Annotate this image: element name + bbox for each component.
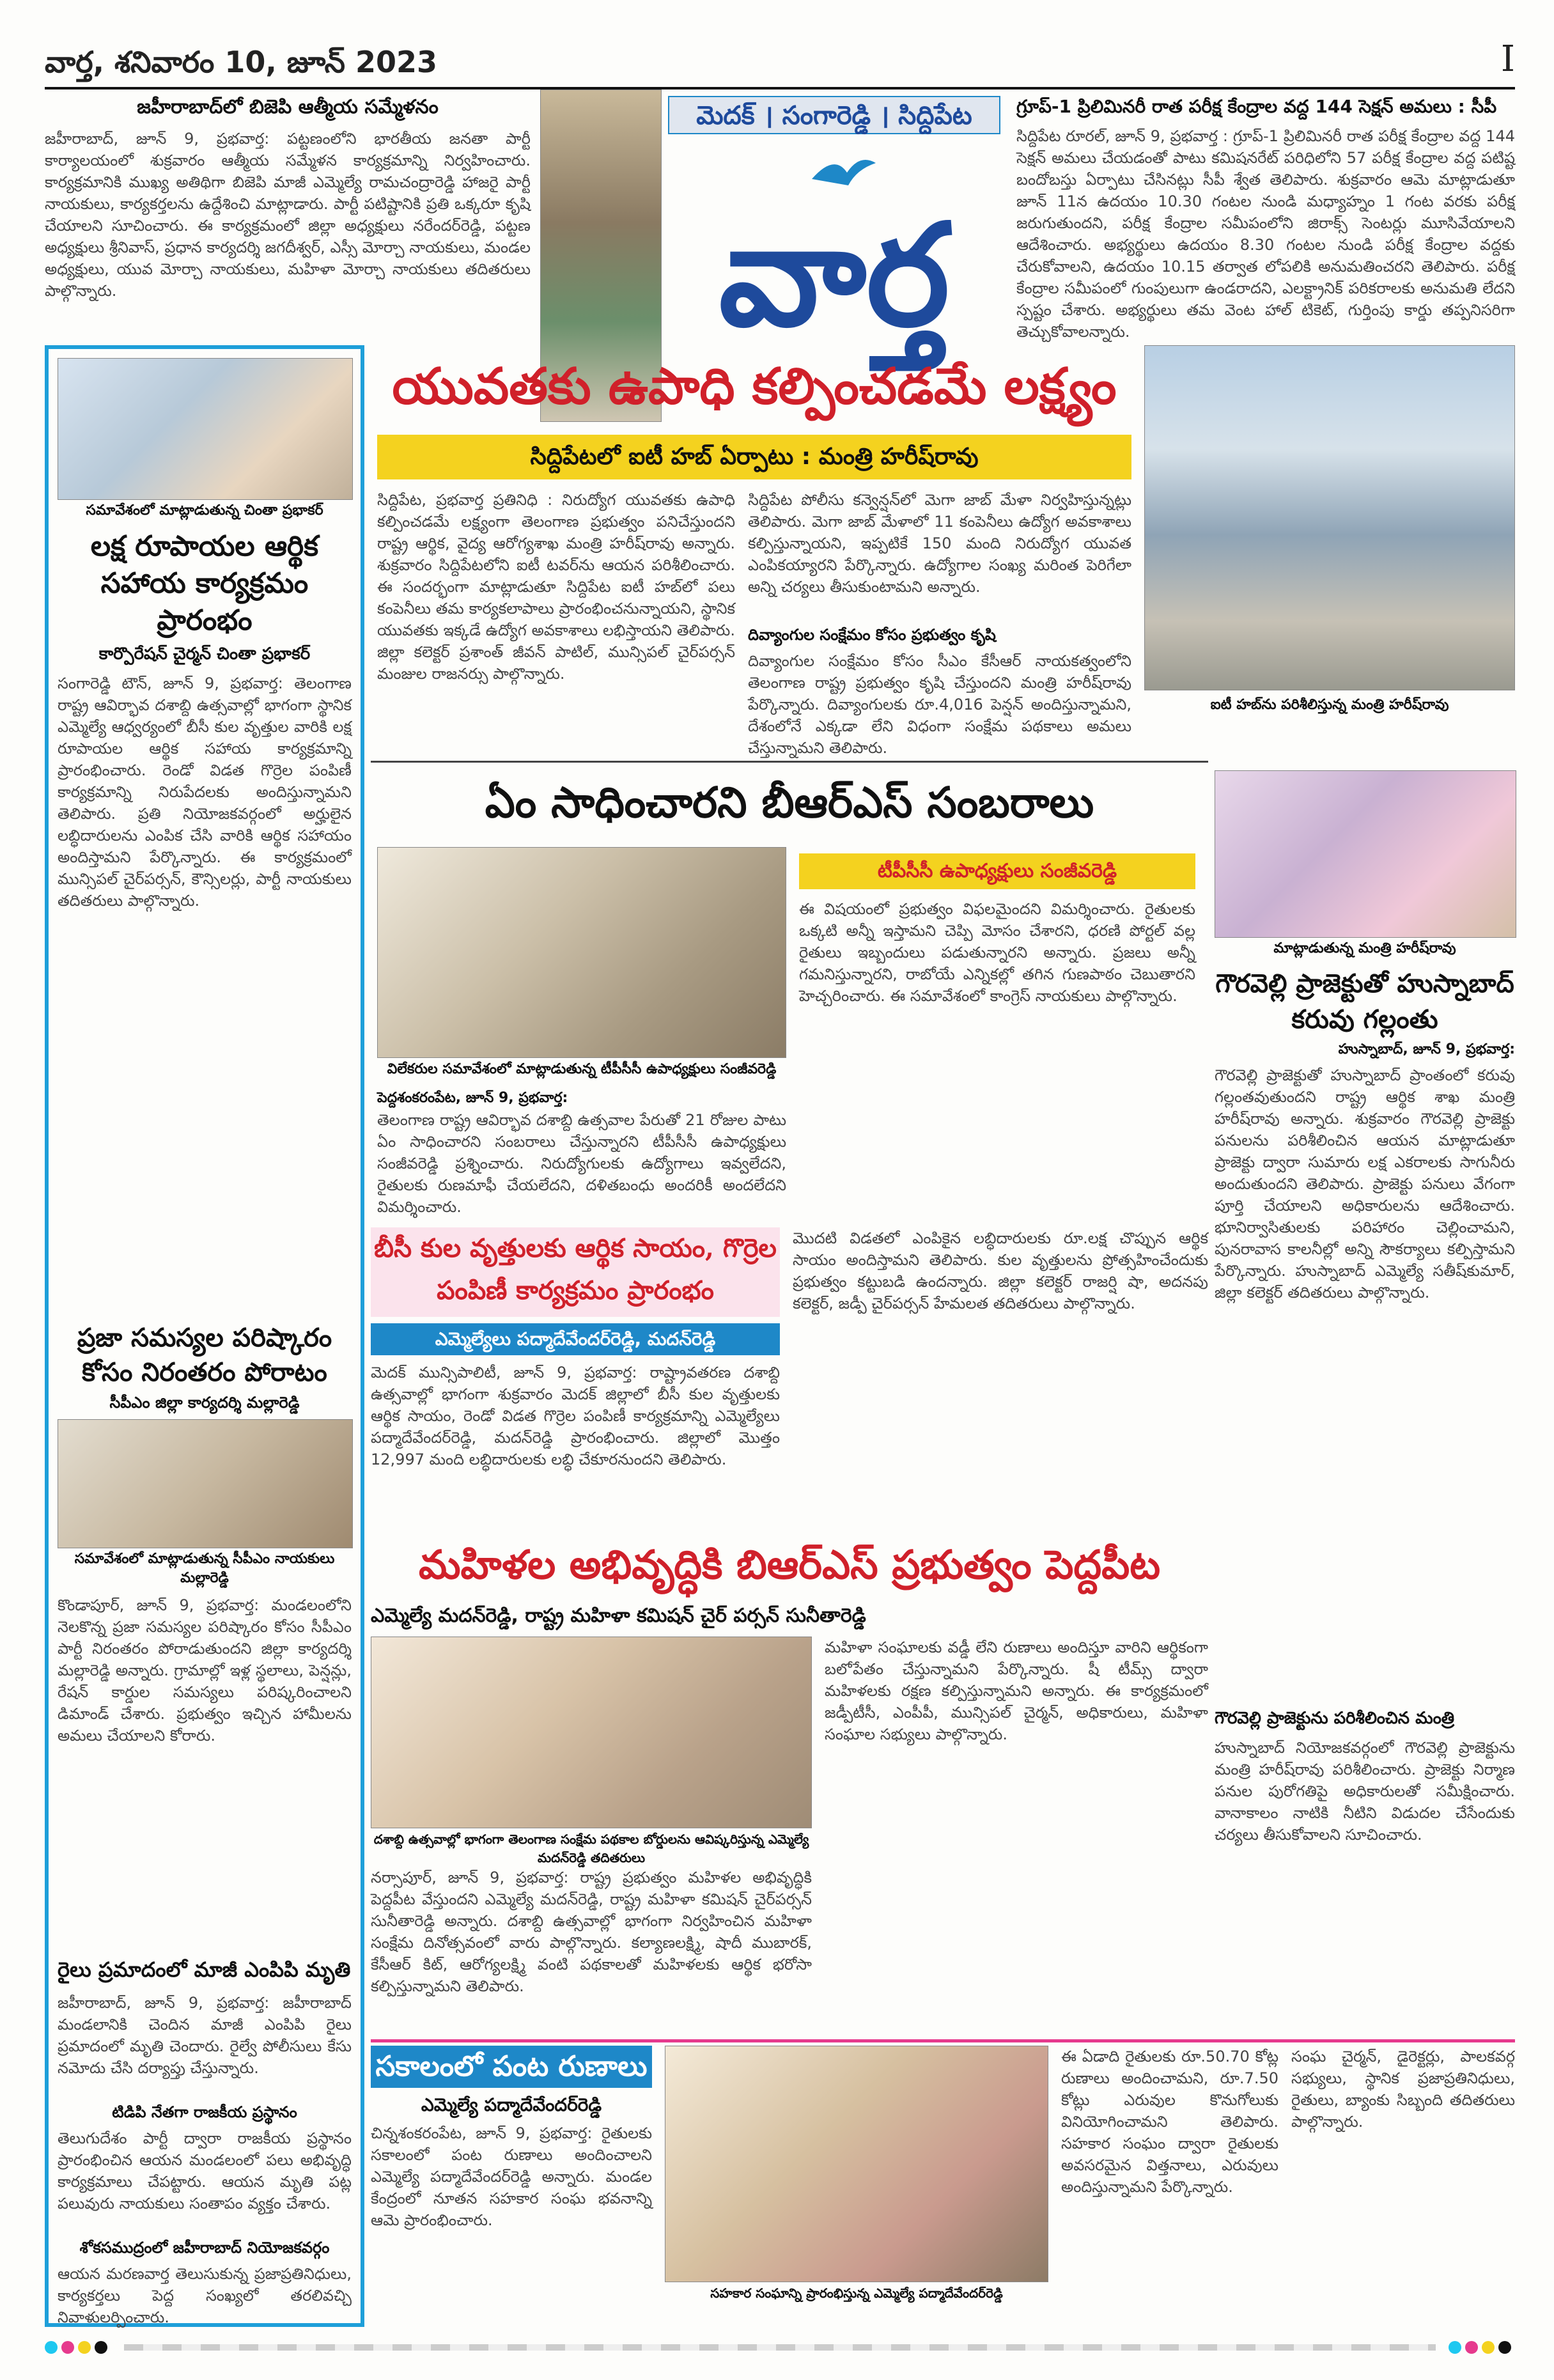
left-subhead-4: శోకసముద్రంలో జహీరాబాద్ నియోజకవర్గం <box>79 2239 330 2257</box>
bc-story <box>371 1227 1208 1528</box>
left-top-headline: జహీరాబాద్‌లో బిజెపి ఆత్మీయ సమ్మేళనం <box>137 96 439 118</box>
left-subhead-3: టిడిపి నేతగా రాజకీయ ప్రస్థానం <box>112 2103 297 2121</box>
right-body: గౌరవెల్లి ప్రాజెక్టుతో హుస్నాబాద్ ప్రాంతంలో కరువు గల్లంతవుతుందని రాష్ట్ర ఆర్థిక శాఖ మంత్రి హరీష్‌రావు అన్నారు. శుక్రవారం గౌరవెల్లి ప్రాజెక్టు పనులను పరిశీలించిన ఆయన మాట్లాడుతూ ప్రాజెక్టు ద్వారా సుమారు లక్ష ఎకరాలకు సాగునీరు అందుతుందని తెలిపారు. ప్రాజెక్టు పనులు వేగంగా పూర్తి చేయాలని అధికారులను ఆదేశించారు. భూనిర్వాసితులకు పరిహారం చెల్లించామని, పునరావాస కాలనీల్లో అన్ని సౌకర్యాలు కల్పిస్తామని పేర్కొన్నారు. హుస్నాబాద్ ఎమ్మెల్యే సతీష్‌కుమార్, జిల్లా కలెక్టర్ తదితరులు పాల్గొన్నారు. <box>1215 1066 1515 1302</box>
magenta-dot <box>1465 2341 1478 2354</box>
bc-tag: ఎమ్మెల్యేలు పద్మాదేవేందర్‌రెడ్డి, మదన్‌రెడ్డి <box>371 1323 780 1355</box>
yellow-dot <box>1482 2341 1495 2354</box>
right-photo <box>1215 770 1516 938</box>
left-photo-2 <box>58 1419 353 1548</box>
women-photo-caption: దశాబ్ది ఉత్సవాల్లో భాగంగా తెలంగాణ సంక్షేమ పథకాల బోర్డులను ఆవిష్కరిస్తున్న ఎమ్మెల్యే మదన్‌రెడ్డి తదితరులు <box>373 1832 809 1865</box>
yellow-dot <box>78 2341 91 2354</box>
bc-headline: బీసీ కుల వృత్తులకు ఆర్థిక సాయం, గొర్రెల పంపిణీ కార్యక్రమం ప్రారంభం <box>371 1227 780 1317</box>
right-photo-caption: మాట్లాడుతున్న మంత్రి హరీష్‌రావు <box>1273 940 1456 956</box>
left-photo-2-caption: సమావేశంలో మాట్లాడుతున్న సీపీఎం నాయకులు మల్లారెడ్డి <box>74 1551 335 1586</box>
loans-headline: సకాలంలో పంట రుణాలు <box>371 2046 652 2088</box>
magenta-dot <box>61 2341 74 2354</box>
bird-icon <box>809 150 879 195</box>
brs-headline: ఏం సాధించారని బీఆర్ఎస్ సంబరాలు <box>485 777 1094 827</box>
bc-body-1: మెదక్ మున్సిపాలిటీ, జూన్ 9, ప్రభవార్త: రాష్ట్రావతరణ దశాబ్ది ఉత్సవాల్లో భాగంగా శుక్రవారం మెదక్ జిల్లాలో బీసీ కుల వృత్తులకు ఆర్థిక సాయం, రెండో విడత గొర్రెల పంపిణీ కార్యక్రమాన్ని ఎమ్మెల్యేలు పద్మాదేవేందర్‌రెడ్డి, మదన్‌రెడ్డి ప్రారంభించారు. జిల్లాలో మొత్తం 12,997 మంది లబ్ధిదారులకు లబ్ధి చేకూరనుందని తెలిపారు. <box>371 1364 780 1468</box>
left-headline-3: రైలు ప్రమాదంలో మాజీ ఎంపిపి మృతి <box>58 1957 351 1982</box>
page-number: I <box>1500 38 1515 80</box>
right-subhead: గౌరవెల్లి ప్రాజెక్టును పరిశీలించిన మంత్రి <box>1215 1709 1455 1728</box>
section-rule <box>371 2039 1515 2042</box>
black-dot <box>95 2341 107 2354</box>
dateline: వార్త, శనివారం 10, జూన్ 2023 <box>45 45 438 79</box>
left-body-2: కొండాపూర్, జూన్ 9, ప్రభవార్త: మండలంలోని నెలకొన్న ప్రజా సమస్యల పరిష్కారం కోసం సీపీఎం పార్టీ నిరంతరం పోరాడుతుందని జిల్లా కార్యదర్శి మల్లారెడ్డి అన్నారు. గ్రామాల్లో ఇళ్ల స్థలాలు, పెన్షన్లు, రేషన్ కార్డుల సమస్యలు పరిష్కరించాలని డిమాండ్ చేశారు. ప్రభుత్వం ఇచ్చిన హామీలను అమలు చేయాలని కోరారు. <box>58 1596 352 1745</box>
brs-photo <box>377 847 786 1058</box>
right-byline: హుస్నాబాద్, జూన్ 9, ప్రభవార్త: <box>1338 1041 1515 1057</box>
lead-body-1: సిద్దిపేట, ప్రభవార్త ప్రతినిధి : నిరుద్యోగ యువతకు ఉపాధి కల్పించడమే లక్ష్యంగా తెలంగాణ ప్రభుత్వం పనిచేస్తుందని రాష్ట్ర ఆర్థిక, వైద్య ఆరోగ్యశాఖ మంత్రి హరీష్‌రావు అన్నారు. శుక్రవారం సిద్దిపేటలోని ఐటీ టవర్‌ను ఆయన పరిశీలించారు. ఈ సందర్భంగా మాట్లాడుతూ సిద్దిపేట ఐటీ హబ్‌లో పలు కంపెనీలు తమ కార్యకలాపాలు ప్రారంభించనున్నాయని, స్థానిక యువతకు ఇక్కడే ఉద్యోగ అవకాశాలు లభిస్తాయని తెలిపారు. జిల్లా కలెక్టర్ ప్రశాంత్ జీవన్ పాటిల్, మున్సిపల్ చైర్‌పర్సన్ మంజుల రాజనర్సు పాల్గొన్నారు. <box>377 491 735 683</box>
right-body-2: హుస్నాబాద్ నియోజకవర్గంలో గౌరవెల్లి ప్రాజెక్టును మంత్రి హరీష్‌రావు పరిశీలించారు. ప్రాజెక్టు నిర్మాణ పనుల పురోగతిపై అధికారులతో సమీక్షించారు. వానాకాలం నాటికి నీటిని విడుదల చేసేందుకు చర్యలు తీసుకోవాలని సూచించారు. <box>1215 1739 1515 1844</box>
cyan-dot <box>45 2341 58 2354</box>
loans-body-3: సంఘ చైర్మన్, డైరెక్టర్లు, పాలకవర్గ సభ్యులు, స్థానిక ప్రజాప్రతినిధులు, రైతులు, బ్యాంకు సిబ్బంది తదితరులు పాల్గొన్నారు. <box>1291 2048 1515 2131</box>
left-headline-2: ప్రజా సమస్యల పరిష్కారం కోసం నిరంతరం పోరాటం <box>77 1323 332 1387</box>
brs-byline: పెద్దశంకరంపేట, జూన్ 9, ప్రభవార్త: <box>377 1090 568 1106</box>
women-subhead: ఎమ్మెల్యే మదన్‌రెడ్డి, రాష్ట్ర మహిళా కమిషన్ చైర్ పర్సన్ సునీతారెడ్డి <box>371 1605 866 1627</box>
loans-subhead: ఎమ్మెల్యే పద్మాదేవేందర్‌రెడ్డి <box>421 2094 602 2115</box>
lead-col-2 <box>748 489 1131 757</box>
left-top-body: జహీరాబాద్, జూన్ 9, ప్రభవార్త: పట్టణంలోని భారతీయ జనతా పార్టీ కార్యాలయంలో శుక్రవారం ఆత్మీయ సమ్మేళన కార్యక్రమాన్ని నిర్వహించారు. కార్యక్రమానికి ముఖ్య అతిథిగా బిజెపి మాజీ ఎమ్మెల్యే రామచంద్రారెడ్డి హాజరై పార్టీ నాయకులు, కార్యకర్తలను ఉద్దేశించి మాట్లాడారు. పార్టీ పటిష్టానికి ప్రతి ఒక్కరూ కృషి చేయాలని సూచించారు. ఈ కార్యక్రమంలో జిల్లా అధ్యక్షులు నరేందర్‌రెడ్డి, పట్టణ అధ్యక్షులు శ్రీనివాస్, ప్రధాన కార్యదర్శి జగదీశ్వర్, ఎస్సీ మోర్చా నాయకులు, మండల అధ్యక్షులు, యువ మోర్చా నాయకులు, మహిళా మోర్చా నాయకులు తదితరులు పాల్గొన్నారు. <box>45 130 531 300</box>
left-body-5: ఆయన మరణవార్త తెలుసుకున్న ప్రజాప్రతినిధులు, కార్యకర్తలు పెద్ద సంఖ్యలో తరలివచ్చి నివాళులర్పించారు. <box>58 2265 352 2326</box>
brs-story <box>371 770 1208 1218</box>
right-top-headline: గ్రూప్-1 ప్రిలిమినరీ రాత పరీక్ష కేంద్రాల వద్ద 144 సెక్షన్ అమలు : సీపీ <box>1016 96 1497 117</box>
left-byline-2: సీపీఎం జిల్లా కార్యదర్శి మల్లారెడ్డి <box>109 1394 300 1412</box>
bc-body-2: మొదటి విడతలో ఎంపికైన లబ్ధిదారులకు రూ.లక్ష చొప్పున ఆర్థిక సాయం అందిస్తామని తెలిపారు. కుల వృత్తులను ప్రోత్సహించేందుకు ప్రభుత్వం కట్టుబడి ఉందన్నారు. జిల్లా కలెక్టర్ రాజర్షి షా, అదనపు కలెక్టర్, జడ్పీ చైర్‌పర్సన్ హేమలత తదితరులు పాల్గొన్నారు. <box>793 1229 1208 1312</box>
lead-body-3: దివ్యాంగుల సంక్షేమం కోసం సీఎం కేసీఆర్ నాయకత్వంలోని తెలంగాణ రాష్ట్ర ప్రభుత్వం కృషి చేస్తుందని మంత్రి హరీష్‌రావు పేర్కొన్నారు. దివ్యాంగులకు రూ.4,016 పెన్షన్ అందిస్తున్నామని, దేశంలోనే ఎక్కడా లేని విధంగా సంక్షేమ పథకాలు అమలు చేస్తున్నామని తెలిపారు. <box>748 652 1131 757</box>
loans-photo-caption: సహకార సంఘాన్ని ప్రారంభిస్తున్న ఎమ్మెల్యే పద్మాదేవేందర్‌రెడ్డి <box>710 2285 1003 2301</box>
loans-photo <box>665 2046 1048 2282</box>
left-photo-1-caption: సమావేశంలో మాట్లాడుతున్న చింతా ప్రభాకర్ <box>86 502 323 518</box>
left-body-1: సంగారెడ్డి టౌన్, జూన్ 9, ప్రభవార్త: తెలంగాణ రాష్ట్ర ఆవిర్భావ దశాబ్ది ఉత్సవాల్లో భాగంగా స్థానిక ఎమ్మెల్యే ఆధ్వర్యంలో బీసీ కుల వృత్తుల వారికి లక్ష రూపాయల ఆర్థిక సహాయ కార్యక్రమాన్ని ప్రారంభించారు. రెండో విడత గొర్రెల పంపిణీ కార్యక్రమాన్ని నిరుపేదలకు అందిస్తున్నామని తెలిపారు. ప్రతి నియోజకవర్గంలో అర్హులైన లబ్ధిదారులను ఎంపిక చేసి వారికి ఆర్థిక సహాయం అందిస్తామని పేర్కొన్నారు. ఈ కార్యక్రమంలో మున్సిపల్ చైర్‌పర్సన్, కౌన్సిలర్లు, పార్టీ నాయకులు తదితరులు పాల్గొన్నారు. <box>58 674 352 910</box>
dateline-bar <box>45 26 1515 89</box>
women-body-1: నర్సాపూర్, జూన్ 9, ప్రభవార్త: రాష్ట్ర ప్రభుత్వం మహిళల అభివృద్ధికి పెద్దపీట వేస్తుందని ఎమ్మెల్యే మదన్‌రెడ్డి, రాష్ట్ర మహిళా కమిషన్ చైర్‌పర్సన్ సునీతారెడ్డి అన్నారు. దశాబ్ది ఉత్సవాల్లో భాగంగా నిర్వహించిన మహిళా సంక్షేమ దినోత్సవంలో వారు పాల్గొన్నారు. కల్యాణలక్ష్మి, షాదీ ముబారక్, కేసీఆర్ కిట్, ఆరోగ్యలక్ష్మి వంటి పథకాలతో మహిళలకు ఆర్థిక భరోసా కల్పిస్తున్నామని తెలిపారు. <box>371 1869 812 1995</box>
loans-story <box>371 2046 1515 2327</box>
rule <box>371 761 1208 763</box>
left-column <box>58 358 352 2326</box>
cyan-dot <box>1449 2341 1461 2354</box>
lead-headline: యువతకు ఉపాధి కల్పించడమే లక్ష్యం <box>392 357 1117 416</box>
lead-body-2: సిద్దిపేట పోలీసు కన్వెన్షన్‌లో మెగా జాబ్ మేళా నిర్వహిస్తున్నట్లు తెలిపారు. మెగా జాబ్ మేళాలో 11 కంపెనీలు ఉద్యోగ అవకాశాలు కల్పిస్తున్నాయని, ఇప్పటికే 150 మంది నిరుద్యోగ యువత ఎంపికయ్యారని పేర్కొన్నారు. ఉద్యోగాల సంఖ్య మరింత పెరిగేలా అన్ని చర్యలు తీసుకుంటామని అన్నారు. <box>748 491 1131 596</box>
right-top-body: సిద్దిపేట రూరల్, జూన్ 9, ప్రభవార్త : గ్రూప్-1 ప్రిలిమినరీ రాత పరీక్ష కేంద్రాల వద్ద 144 సెక్షన్ అమలు చేయడంతో పాటు కమిషనరేట్ పరిధిలోని 57 పరీక్ష కేంద్రాల వద్ద పటిష్ట బందోబస్తు ఏర్పాటు చేసినట్లు సీపీ శ్వేత తెలిపారు. శుక్రవారం ఆమె మాట్లాడుతూ జూన్ 11న ఉదయం 10.30 గంటల నుండి మధ్యాహ్నం 1 గంట వరకు పరీక్ష జరుగుతుందని, పరీక్ష కేంద్రాల సమీపంలోని జిరాక్స్ సెంటర్లు మూసివేయాలని ఆదేశించారు. అభ్యర్థులు ఉదయం 8.30 గంటల నుండి పరీక్ష కేంద్రాల వద్దకు చేరుకోవాలని, ఉదయం 10.15 తర్వాత లోపలికి అనుమతించరని తెలిపారు. పరీక్ష కేంద్రాల సమీపంలో గుంపులుగా ఉండరాదని, ఎలక్ట్రానిక్ పరికరాలకు అనుమతి లేదని స్పష్టం చేశారు. అభ్యర్థులు తమ వెంట హాల్ టికెట్, గుర్తింపు కార్డు తప్పనిసరిగా తెచ్చుకోవాలన్నారు. <box>1016 127 1515 341</box>
lead-photo-caption: ఐటీ హబ్‌ను పరిశీలిస్తున్న మంత్రి హరీష్‌రావు <box>1210 697 1449 713</box>
right-column <box>1215 770 1515 2049</box>
loans-body-1: చిన్నశంకరంపేట, జూన్ 9, ప్రభవార్త: రైతులకు సకాలంలో పంట రుణాలు అందించాలని ఎమ్మెల్యే పద్మాదేవేందర్‌రెడ్డి అన్నారు. మండల కేంద్రంలో నూతన సహకార సంఘ భవనాన్ని ఆమె ప్రారంభించారు. <box>371 2124 652 2229</box>
brs-body-2: ఈ విషయంలో ప్రభుత్వం విఫలమైందని విమర్శించారు. రైతులకు ఒక్కటి అన్నీ ఇస్తామని చెప్పి మోసం చేశారని, ధరణి పోర్టల్ వల్ల రైతులు ఇబ్బందులు పడుతున్నారని అన్నారు. ప్రజలు అన్నీ గమనిస్తున్నారని, రాబోయే ఎన్నికల్లో తగిన గుణపాఠం చెబుతారని హెచ్చరించారు. ఈ సమావేశంలో కాంగ్రెస్ నాయకులు పాల్గొన్నారు. <box>799 900 1195 1005</box>
brs-tag: టీపీసీసీ ఉపాధ్యక్షులు సంజీవరెడ్డి <box>799 853 1195 889</box>
left-byline-1: కార్పొరేషన్ చైర్మన్ చింతా ప్రభాకర్ <box>98 644 311 664</box>
women-body-2: మహిళా సంఘాలకు వడ్డీ లేని రుణాలు అందిస్తూ వారిని ఆర్థికంగా బలోపేతం చేస్తున్నామని పేర్కొన్నారు. షీ టీమ్స్ ద్వారా మహిళలకు రక్షణ కల్పిస్తున్నామని అన్నారు. ఈ కార్యక్రమంలో జడ్పీటీసీ, ఎంపీపీ, మున్సిపల్ చైర్మన్, అధికారులు, మహిళా సంఘాల సభ్యులు పాల్గొన్నారు. <box>825 1638 1208 1743</box>
loans-body-2: ఈ ఏడాది రైతులకు రూ.50.70 కోట్ల రుణాలు అందించామని, రూ.7.50 కోట్లు ఎరువుల కొనుగోలుకు వినియోగించామని తెలిపారు. సహకార సంఘం ద్వారా రైతులకు అవసరమైన విత్తనాలు, ఎరువులు అందిస్తున్నామని పేర్కొన్నారు. <box>1061 2048 1278 2196</box>
black-dot <box>1498 2341 1511 2354</box>
lead-story <box>371 345 1515 757</box>
district-strip: మెదక్ । సంగారెడ్డి । సిద్దిపేట <box>668 96 1000 134</box>
brs-photo-caption: విలేకరుల సమావేశంలో మాట్లాడుతున్న టీపీసీసీ ఉపాధ్యక్షులు సంజీవరెడ్డి <box>387 1061 777 1077</box>
gray-bar <box>124 2344 1436 2351</box>
lead-subhead: సిద్దిపేటలో ఐటీ హబ్ ఏర్పాటు : మంత్రి హరీష్‌రావు <box>377 435 1131 479</box>
brs-body-1: తెలంగాణ రాష్ట్ర ఆవిర్భావ దశాబ్ది ఉత్సవాల పేరుతో 21 రోజుల పాటు ఏం సాధించారని సంబరాలు చేస్తున్నారని టీపీసీసీ ఉపాధ్యక్షులు సంజీవరెడ్డి ప్రశ్నించారు. నిరుద్యోగులకు ఉద్యోగాలు ఇవ్వలేదని, రైతులకు రుణమాఫీ చేయలేదని, దళితబంధు అందరికీ అందలేదని విమర్శించారు. <box>377 1111 786 1216</box>
left-photo-1 <box>58 358 353 500</box>
women-headline: మహిళల అభివృద్ధికి బిఆర్ఎస్ ప్రభుత్వం పెద్దపీట <box>418 1541 1161 1588</box>
left-headline-1: లక్ష రూపాయల ఆర్థిక సహాయ కార్యక్రమం ప్రారంభం <box>90 530 319 637</box>
left-body-3: జహీరాబాద్, జూన్ 9, ప్రభవార్త: జహీరాబాద్ మండలానికి చెందిన మాజీ ఎంపిపి రైలు ప్రమాదంలో మృతి చెందారు. రైల్వే పోలీసులు కేసు నమోదు చేసి దర్యాప్తు చేస్తున్నారు. <box>58 1994 352 2077</box>
right-headline: గౌరవెల్లి ప్రాజెక్టుతో హుస్నాబాద్ కరువు గల్లంతు <box>1215 968 1514 1034</box>
women-story <box>371 1534 1208 2033</box>
lead-photo <box>1144 345 1515 690</box>
women-photo <box>371 1637 812 1828</box>
lead-subhead-2: దివ్యాంగుల సంక్షేమం కోసం ప్రభుత్వం కృషి <box>748 626 996 644</box>
left-body-4: తెలుగుదేశం పార్టీ ద్వారా రాజకీయ ప్రస్థానం ప్రారంభించిన ఆయన మండలంలో పలు అభివృద్ధి కార్యక్రమాలు చేపట్టారు. ఆయన మృతి పట్ల పలువురు నాయకులు సంతాపం వ్యక్తం చేశారు. <box>58 2129 352 2213</box>
color-registration-strip <box>45 2340 1515 2355</box>
logo: వార్త <box>719 192 950 357</box>
